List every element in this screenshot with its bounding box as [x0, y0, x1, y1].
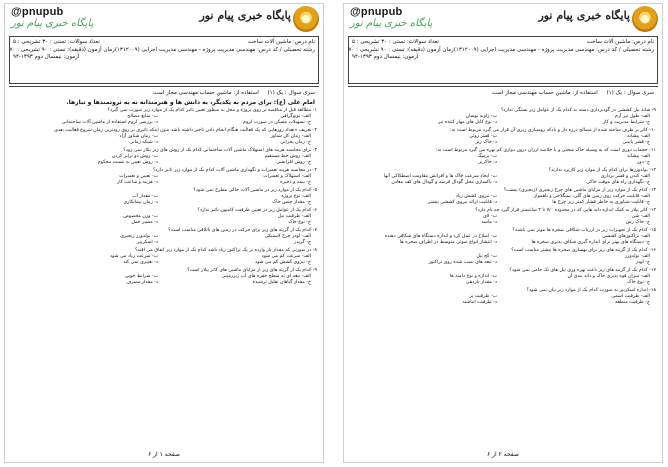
question-item	[350, 268, 656, 287]
answer-option: الف- ظرفیت اسمی	[611, 294, 650, 300]
answer-option: الف- قابلیت حرکت روی زمین های گلی، سنگلاخی و ناهموار	[534, 194, 650, 200]
answer-option: ب- زمان شناور آزاد	[119, 134, 158, 140]
answer-options	[350, 114, 656, 126]
answer-options	[350, 134, 656, 146]
question-text: ۱۵- کدام یک از تجهیزات زیر در ارزیاب شکافی صخره ها موثر نمی باشند؟	[512, 228, 656, 233]
answer-options	[350, 174, 656, 186]
question-text: ۵- کدام یک از موارد زیر در ماشین آلات خاکی مطرح نمی شود؟	[193, 188, 317, 193]
question-item	[350, 168, 656, 187]
divider	[9, 86, 319, 87]
page-footer: صفحه ۱ از ۶	[148, 451, 180, 458]
page-header	[5, 4, 323, 34]
answer-option: الف- تراکتورهای کششی	[602, 234, 650, 240]
answer-option: د- خاکریز	[478, 160, 497, 166]
answer-options	[11, 194, 317, 206]
answer-options	[11, 254, 317, 266]
answer-option: ج- روش افزایشی	[276, 160, 311, 166]
question-item	[11, 188, 317, 207]
answer-option: الف- میزان قوه پذیری خاک و دانه بندی آن	[567, 274, 650, 280]
answer-option: ب- اندازه و نوع دامنه ها	[449, 274, 497, 280]
answer-option: ج- مقدار گیاهان تقلیل ترشیده	[252, 280, 311, 286]
answer-options	[11, 234, 317, 246]
question-item	[350, 288, 656, 307]
exam-page-1	[4, 3, 324, 463]
answer-option: د- انتشار انواع صوتی متوسط در اطراف صخره ها	[399, 240, 497, 246]
question-item	[350, 208, 656, 227]
question-series	[153, 90, 315, 96]
answer-option: د- مسیر حمل	[131, 220, 158, 226]
answer-option: ب- زاویه نوسان	[465, 114, 497, 120]
question-text: ۴- در محاسبه هزینه تعمیرات و نگهداری ماشین آلات کدام یک از موارد زیر تاثیر دارد؟	[152, 168, 317, 173]
answer-option: ج- نوع خاک	[627, 280, 650, 286]
question-text: ۶- کدام یک از عوامل زیر در تعیین ظرفیت کامیون تاثیر ندارد؟	[197, 208, 317, 213]
calculator-note: استفاده از: ماشین حساب مهندسی مجاز است	[152, 90, 259, 96]
answer-options	[350, 194, 656, 206]
answer-option: ب- وزن مخصوص	[123, 214, 158, 220]
answer-options	[350, 274, 656, 286]
answer-option: د- ظرفیت انباشته	[462, 300, 497, 306]
exam-page-2	[343, 3, 663, 463]
answer-option: ب- سرعت زیاد می شود	[110, 254, 158, 260]
answer-option: د- بررسی لزوم استفاده از ماشین آلات ساختمانی	[61, 120, 158, 126]
answer-option: الف- زمان کل شناور	[270, 134, 311, 140]
question-text: ۱۰- کاتر بر ظرف ساخته شده از مصالح درزه دار و بادکه روسیاری زیری آن قرار می گیرد مربوط است به:	[449, 128, 656, 133]
answer-option: الف- پیشانه	[627, 154, 650, 160]
divider	[348, 86, 658, 87]
answer-option: ب- ایجاد سرعت خاک ها و افزایش مقاومت اصطکاکی آنها	[383, 174, 497, 180]
answer-options	[350, 214, 656, 226]
exam-info-row	[13, 39, 315, 47]
questions-list	[11, 108, 317, 442]
question-item	[11, 168, 317, 187]
university-logo-icon	[293, 6, 319, 32]
answer-option: ج- نیروی کشش کم می شود	[254, 260, 311, 266]
question-item	[11, 108, 317, 127]
answer-option: د- مقدار مصرف	[126, 280, 158, 286]
answer-option: ب- اصلاح در عمل کرد و اندازه دستگاه های شکافی دهنده	[384, 234, 497, 240]
answer-option: ج- زمان بحرانی	[280, 140, 311, 146]
answer-option: ب- منابع مصالح	[127, 114, 158, 120]
answer-option: الف- توپوگرافی	[280, 114, 311, 120]
exam-info-row	[9, 46, 315, 55]
question-series	[492, 90, 654, 96]
answer-option: د- تیغه های نصب شده روی تراکتور	[428, 260, 497, 266]
answer-option: ج- تسهیلات مسکن در صورت لزوم	[243, 120, 311, 126]
answer-options	[11, 134, 317, 146]
answer-options	[11, 214, 317, 226]
answer-option: الف- کندن و قشر برداری	[600, 174, 650, 180]
answer-option: الف- تیغه ای به سطح حفره های آب زیرزمینی	[221, 274, 311, 280]
answer-option: الف- روش خط مستقیم	[264, 154, 311, 160]
answer-option: ب- ظرفیت پر	[469, 294, 497, 300]
question-item	[11, 228, 317, 247]
channel-handle: @pnupub	[11, 6, 64, 18]
answer-options	[350, 154, 656, 166]
answer-option: الف- بولدوزر	[624, 254, 650, 260]
question-text: ۲- تعریف «تعداد روزهایی که یک فعالیت هنگام انجام دادن تاخیر داشته باشد بدون اینکه تاثیری بر روی زودترین زمان شروع فعالیت بعدی	[54, 128, 317, 133]
question-text: ۸- در صورتی که مقدار بار وارده بر یک تراکتور زیاد باشد کدام یک از موارد زیر اتفاق می افتد؟	[135, 248, 317, 253]
question-text: ۳- برای محاسبه هزینه های استهلاک ماشین آلات ساختمانی کدام یک از روش های زیر بکار نمی رود؟	[123, 148, 317, 153]
answer-option: ج- لودر	[635, 260, 650, 266]
exam-info-cell: زمان آزمون (دقیقه): تستی : ۹۰ تشریحی : ۷۰	[348, 46, 454, 53]
answer-option: د- پاکسازی محل گودال قرضه و گودال های کف معادن	[391, 180, 497, 186]
brand-title: پایگاه خبری پیام نور	[538, 9, 630, 22]
question-text: ۱۸- اندازه اسکریپر به صورت کدام یک از موارد زیر بیان نمی شود؟	[526, 288, 656, 293]
answer-option: ب- کج بیل	[476, 254, 497, 260]
exam-info-row	[348, 46, 654, 55]
question-series-label: سری سوال : یک (۱)	[267, 90, 315, 96]
answer-option: ج- دور	[637, 160, 650, 166]
exam-info-cell: زمان آزمون (دقیقه): تستی : ۹۰ تشریحی : ۷۰	[9, 46, 115, 53]
answer-option: ب- بولدوزر زنجیری	[120, 234, 158, 240]
answer-option: ج- مقدار جنس خاک	[272, 200, 311, 206]
question-text: ۱۶- کدام یک از گزینه های زیر برای بهسازی صخره ها بیشتر مناسب است؟	[511, 248, 656, 253]
page-header	[344, 4, 662, 34]
answer-option: ج- بیمه و ذخیره	[280, 180, 311, 186]
question-item	[350, 148, 656, 167]
answer-option: الف- نوع پروژه	[281, 194, 311, 200]
question-text: ۹- کدام یک از گزینه های زیر از مزایای ماشین های کاتر پیلار است؟	[187, 268, 317, 273]
question-item	[11, 128, 317, 147]
question-item	[350, 248, 656, 267]
page-footer: صفحه ۲ از ۶	[487, 451, 519, 458]
questions-list	[350, 108, 656, 442]
answer-option: ج- گریدر	[293, 240, 311, 246]
question-item	[350, 228, 656, 247]
answer-option: د- شبکه زمانی	[129, 140, 158, 146]
exam-info-row	[352, 54, 654, 62]
question-text: ۹- شانه بیل کششی در گودبرداری دسته به کدام یک از عوامل زیر بستگی ندارد؟	[500, 108, 656, 113]
answer-option: د- تغییری نمی کند	[123, 260, 158, 266]
watermark-text: پایگاه خبری پیام نور	[350, 18, 433, 29]
answer-option: د- خاک ریز	[475, 140, 497, 146]
answer-option: ب- تعیین و تعمیرات	[119, 174, 158, 180]
answer-option: ب- مقدار آب	[132, 194, 158, 200]
answer-option: الف- لودر چرخ لاستیکی	[264, 234, 311, 240]
answer-options	[350, 254, 656, 266]
question-item	[11, 248, 317, 267]
answer-option: ب- لای	[483, 214, 497, 220]
answer-options	[11, 174, 317, 186]
exam-info-cell: رشته تحصیلی / کد درس: مهندسی مدیریت پروژه - مهندسی مدیریت اجرایی (۱۳۱۲۰۰۹)	[114, 46, 315, 53]
question-text: ۱۷- کدام یک از گزینه های زیر باعث بهره وری بیل های تک جامی نمی شود؟	[509, 268, 656, 273]
exam-info-row	[13, 54, 315, 62]
answer-option: ج- ظرفیت منظقه	[615, 300, 650, 306]
question-text: ۱۳- کدام یک از موارد زیر از مزایای ماشین های چرخ زنجیری (زنجیری) نیست؟	[503, 188, 656, 193]
answer-option: ب- نیروی کشش زیاد	[455, 194, 497, 200]
answer-option: ج- دستگاه های بهتر برای اندازه گیری شکاف پذیری صخره ها	[531, 240, 650, 246]
answer-options	[11, 274, 317, 286]
answer-option: ب- روش دو برابر کردن	[111, 154, 158, 160]
exam-info-cell: رشته تحصیلی / کد درس: مهندسی مدیریت پروژه - مهندسی مدیریت اجرایی (۱۳۱۲۰۰۹)	[453, 46, 654, 53]
exam-info-cell: تعداد سوالات: تستی : ۳۰ تشریحی : ۵	[352, 39, 439, 45]
answer-options	[350, 294, 656, 306]
question-text: ۷- کدام یک از گزینه های زیر برای حرکت در زمین های باتلاقی مناسب است؟	[168, 228, 317, 233]
answer-option: د- روش تعیین به نسبت محکوم	[97, 160, 158, 166]
exam-info-cell: آزمون: نیمسال دوم ۱۳۹۳-۹۴	[352, 54, 419, 60]
answer-option: د- ماسه	[481, 220, 497, 226]
answer-option: ج- قابلیت شناوری به خاطر فشار کمتر زیر چرخ ها	[552, 200, 650, 206]
answer-option: ج- خاک رس	[625, 220, 650, 226]
exam-info-row	[352, 39, 654, 47]
answer-option: د- هزینه و ساعت کار	[117, 180, 158, 186]
answer-option: الف- استهلاک و تعمیرات	[263, 174, 311, 180]
question-item	[350, 128, 656, 147]
question-item	[11, 268, 317, 287]
watermark-text: پایگاه خبری پیام نور	[11, 18, 94, 29]
question-item	[11, 148, 317, 167]
answer-option: د- نوع کابل های مهار کننده تیر	[438, 120, 497, 126]
answer-option: د- زمان پیمانکاری	[123, 200, 158, 206]
question-text: ۱۲- بولدوزرها برای کدام یک از موارد زیر کاربرد ندارند؟	[548, 168, 656, 173]
question-item	[11, 208, 317, 227]
exam-info-cell: آزمون: نیمسال دوم ۱۳۹۳-۹۴	[13, 54, 80, 60]
exam-info-cell: تعداد سوالات: تستی : ۳۰ تشریحی : ۵	[13, 39, 100, 45]
answer-options	[11, 114, 317, 126]
answer-option: الف- پیشانه	[627, 134, 650, 140]
exam-info-box	[9, 36, 319, 84]
exam-info-cell: نام درس: ماشین آلات ساخت	[586, 39, 654, 45]
answer-option: د- اسکریپر	[137, 240, 158, 246]
answer-option: ب- شرایط خوبی	[124, 274, 158, 280]
brand-title: پایگاه خبری پیام نور	[199, 9, 291, 22]
question-series-label: سری سوال : یک (۱)	[606, 90, 654, 96]
answer-option: الف- ظرفیت بیل	[277, 214, 311, 220]
answer-option: ج- قشر پایینی	[622, 140, 650, 146]
exam-info-cell: نام درس: ماشین آلات ساخت	[247, 39, 315, 45]
answer-option: الف- شن	[631, 214, 650, 220]
question-item	[350, 188, 656, 207]
university-logo-icon	[632, 6, 658, 32]
answer-options	[350, 234, 656, 246]
answer-option: ب- پرمیگ	[477, 154, 497, 160]
answer-option: ج- نوع خاک	[288, 220, 311, 226]
question-text: ۱- مطالعه قبل از مناقصه بر روی پروژه و محل به منظور تعیین تاثیر کدام یک از موارد زیر صورت نمی گیرد؟	[107, 108, 317, 113]
question-item	[350, 108, 656, 127]
answer-option: الف- سرعت کم می شود	[261, 254, 311, 260]
answer-option: د- قابلیت ارائه نیروی کششی بیشتر	[427, 200, 497, 206]
exam-info-box	[348, 36, 658, 84]
channel-handle: @pnupub	[350, 6, 403, 18]
question-text: ۱۱- حجمات دوری است که به وسیله خاک سختی و با خلاصه ارزان درون دوازی کم بهره می گیرد مربوط است به:	[435, 148, 656, 153]
answer-option: د- مقدار بازدهی	[465, 280, 497, 286]
question-text: ۱۴- کاتر پیلار به کمک اندازه دانه هایی که در محدوده ۷/۰ تا ۳ سانتیمتر قرار گیرد چه نام دارد؟	[475, 208, 656, 213]
calculator-note: استفاده از: ماشین حساب مهندسی مجاز است	[491, 90, 598, 96]
answer-options	[11, 154, 317, 166]
answer-option: ج- شرایط مدیریت و کار	[602, 120, 650, 126]
answer-option: ب- قشر روئی	[469, 134, 497, 140]
answer-option: ج- نگهداری راه های موقت خاکی	[586, 180, 650, 186]
answer-option: الف- طول تیر آرم	[614, 114, 650, 120]
instruction-text: امام علی (ع): برای مردم به یکدیگر، به دانش ها و هنرمندانه نه به ثروتمندها و تبارها.	[66, 99, 315, 106]
